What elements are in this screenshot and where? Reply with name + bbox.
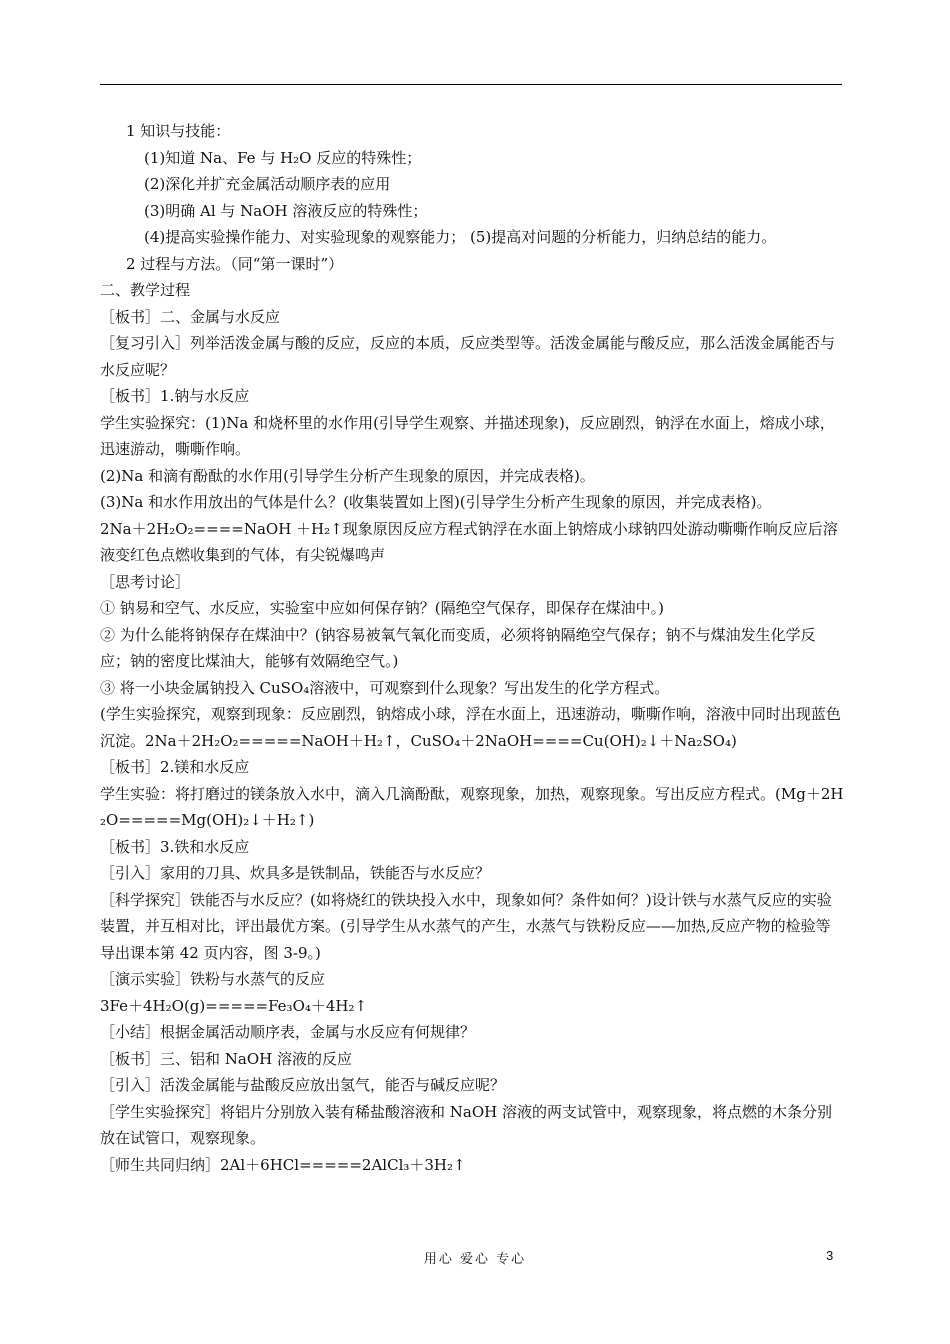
document-body <box>100 118 845 1178</box>
aluminum-student-experiment: ［学生实验探究］将铝片分别放入装有稀盐酸溶液和 NaOH 溶液的两支试管中，观察现象，将点燃的木条分别放在试管口，观察现象。 <box>100 1102 832 1147</box>
objective-heading-process: 2 过程与方法。（同“第一课时”） <box>126 254 344 273</box>
discussion-question-2: ② 为什么能将钠保存在煤油中？(钠容易被氧气氧化而变质，必须将钠隔绝空气保存；钠不与煤油发生化学反应；钠的密度比煤油大，能够有效隔绝空气。) <box>100 625 816 670</box>
header-rule <box>100 84 842 85</box>
iron-science-inquiry: ［科学探究］铁能否与水反应？(如将烧红的铁块投入水中，现象如何？条件如何？)设计铁与水蒸气反应的实验装置，并互相对比，评出最优方案。(引导学生从水蒸气的产生，水蒸气与铁粉反应——加热,反应产物的检验等导出课本第 42 页内容，图 3-9。) <box>100 890 832 962</box>
board-note-metal-water: ［板书］二、金属与水反应 <box>100 307 281 326</box>
section-heading-teaching-process: 二、教学过程 <box>100 281 191 299</box>
aluminum-hcl-equation: ［师生共同归纳］2Al＋6HCl=====2AlCl₃＋3H₂↑ <box>100 1155 466 1174</box>
review-intro-paragraph: ［复习引入］列举活泼金属与酸的反应，反应的本质，反应类型等。活泼金属能与酸反应，那么活泼金属能否与水反应呢？ <box>100 334 836 379</box>
iron-intro: ［引入］家用的刀具、炊具多是铁制品，铁能否与水反应？ <box>100 864 491 882</box>
iron-steam-equation: 3Fe＋4H₂O(g)=====Fe₃O₄＋4H₂↑ <box>100 996 368 1015</box>
student-experiment-3: (3)Na 和水作用放出的气体是什么？(收集装置如上图)(引导学生分析产生现象的原因，并完成表格)。 <box>100 493 772 511</box>
board-note-iron-water: ［板书］3.铁和水反应 <box>100 837 250 856</box>
page-number: 3 <box>826 1248 834 1263</box>
copper-sulfate-observation: (学生实验探究，观察到现象：反应剧烈，钠熔成小球，浮在水面上，迅速游动，嘶嘶作响，溶液中同时出现蓝色沉淀。2Na＋2H₂O₂=====NaOH＋H₂↑，CuSO₄＋2NaOH====Cu(OH)₂↓＋Na₂SO₄) <box>100 705 841 750</box>
demo-experiment-heading: ［演示实验］铁粉与水蒸气的反应 <box>100 970 326 988</box>
board-note-aluminum-naoh: ［板书］三、铝和 NaOH 溶液的反应 <box>100 1049 352 1068</box>
magnesium-experiment: 学生实验：将打磨过的镁条放入水中，滴入几滴酚酞，观察现象，加热，观察现象。写出反应方程式。(Mg＋2H₂O=====Mg(OH)₂↓＋H₂↑) <box>100 784 844 829</box>
student-experiment-1: 学生实验探究：(1)Na 和烧杯里的水作用(引导学生观察、并描述现象)，反应剧烈，钠浮在水面上，熔成小球，迅速游动，嘶嘶作响。 <box>100 413 835 458</box>
discussion-question-1: ① 钠易和空气、水反应，实验室中应如何保存钠？(隔绝空气保存，即保存在煤油中。) <box>100 599 664 617</box>
board-note-magnesium-water: ［板书］2.镁和水反应 <box>100 758 250 776</box>
aluminum-intro: ［引入］活泼金属能与盐酸反应放出氢气，能否与碱反应呢？ <box>100 1076 506 1094</box>
board-note-sodium-water: ［板书］1.钠与水反应 <box>100 387 250 405</box>
discussion-question-3: ③ 将一小块金属钠投入 CuSO₄溶液中，可观察到什么现象？写出发生的化学方程式。 <box>100 678 670 697</box>
student-experiment-2: (2)Na 和滴有酚酞的水作用(引导学生分析产生现象的原因，并完成表格)。 <box>100 466 595 485</box>
summary-question: ［小结］根据金属活动顺序表，金属与水反应有何规律？ <box>100 1023 476 1041</box>
discussion-heading: ［思考讨论］ <box>100 572 191 591</box>
footer-motto: 用心 爱心 专心 <box>423 1252 527 1267</box>
objective-item-2: (2)深化并扩充金属活动顺序表的应用 <box>144 175 391 193</box>
sodium-reaction-summary: 2Na＋2H₂O₂====NaOH ＋H₂↑现象原因反应方程式钠浮在水面上钠熔成小球钠四处游动嘶嘶作响反应后溶液变红色点燃收集到的气体，有尖锐爆鸣声 <box>100 519 838 564</box>
objective-heading-knowledge: 1 知识与技能： <box>126 122 231 140</box>
objective-item-4-5: (4)提高实验操作能力、对实验现象的观察能力； (5)提高对问题的分析能力，归纳总结的能力。 <box>144 228 777 246</box>
objective-item-1: (1)知道 Na、Fe 与 H₂O 反应的特殊性； <box>144 148 422 167</box>
objective-item-3: (3)明确 Al 与 NaOH 溶液反应的特殊性； <box>144 201 428 220</box>
